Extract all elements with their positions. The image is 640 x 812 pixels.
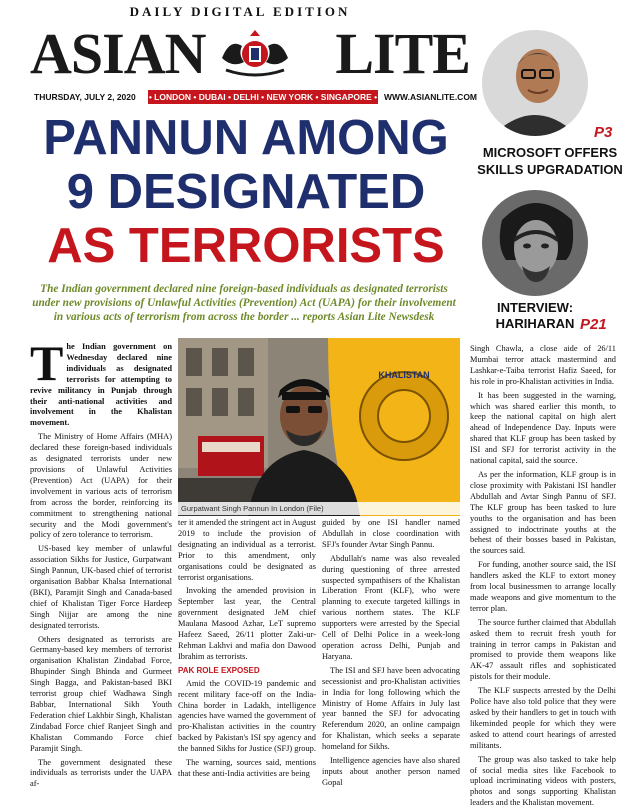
- article-column-4: [470, 344, 616, 812]
- article-paragraph: For funding, another source said, the ISI handlers asked the KLF to extort money from local businessmen to arrange locally made weapons and give momentum to the terror plan.: [470, 560, 616, 613]
- article-column-1: [30, 335, 172, 793]
- headline-line-3: AS TERRORISTS: [47, 219, 445, 273]
- cities-bar: • LONDON • DUBAI • DELHI • NEW YORK • SINGAPORE •: [148, 92, 378, 102]
- logo-text-left: ASIAN: [30, 21, 206, 86]
- masthead-logo: [30, 22, 470, 86]
- drop-cap: T: [30, 335, 64, 391]
- edition-label: DAILY DIGITAL EDITION: [129, 4, 351, 19]
- photo-caption: Gurpatwant Singh Pannun In London (File): [178, 502, 460, 515]
- article-paragraph: The source further claimed that Abdullah asked them to recruit fresh youth for training in terror camps in Pakistan and promised to provide them weapons like AK-47 assault rifles and sophisticated pistols for their module.: [470, 617, 616, 682]
- portrait-man-bw-icon: [482, 190, 588, 296]
- article-paragraph: The government designated these individuals as terrorists under the UAPA af-: [30, 757, 172, 789]
- article-paragraph: Others designated as terrorists are Germany-based key members of terrorist organisation Khalistan Zindabad Force, Bhupinder Singh Bhinda and Gurmeet Singh Bagga, and Pakistan-based BKI terrorist group chief Wadhawa Singh Babbar, International Sikh Youth Federation chief Lakhbir Singh, Khalistan Zindabad Force chief Ranjeet Singh and Khalistan Commando Force chief Paramjit Singh.: [30, 634, 172, 753]
- promo-photo-microsoft[interactable]: [482, 30, 588, 136]
- article-paragraph: Abdullah's name was also revealed during questioning of three arrested suspected sympathisers of the Khalistan Liberation Front (KLF), who were planning to execute targeted killings in various northern states. The KLF supporters were arrested by the Special Cell of Delhi Police in a week-long operation across Delhi, Punjab and Haryana.: [322, 553, 460, 661]
- article-deck: The Indian government declared nine foreign-based individuals as designated terrorists under new provisions of Unlawful Activities (Prevention) Act (UAPA) for their involvement in various acts of terrorism from across the border ... reports Asian Lite Newsdesk: [32, 283, 456, 323]
- portrait-man-glasses-icon: [482, 30, 588, 136]
- article-paragraph: ter it amended the stringent act in August 2019 to include the provision of designating an individual as a terrorist. Prior to this amendment, only organisations could be designated as terrorist organisations.: [178, 518, 316, 582]
- headline-line-1: PANNUN AMONG: [43, 111, 449, 165]
- date-line: THURSDAY, JULY 2, 2020: [34, 92, 136, 102]
- article-paragraph: The ISI and SFJ have been advocating secessionist and pro-Khalistan activities in India for long following which the Ministry of Home Affairs in July last year banned the SFJ for advocating Referendum 2020, an online campaign for Khalistan, which seeks a separate homeland for Sikhs.: [322, 665, 460, 752]
- article-paragraph: It has been suggested in the warning, which was shared earlier this month, to keep the national capital on high alert ahead of Independence Day. Inputs were shared that KLF group has been tasked by ISI and SFJ for terrorist activity in the national capital, said the source.: [470, 390, 616, 466]
- article-paragraph: The warning, sources said, mentions that these anti-India activities are being: [178, 758, 316, 778]
- article-paragraph: guided by one ISI handler named Abdullah in close coordination with SFJ's founder Avtar Singh Pannu.: [322, 518, 460, 549]
- promo-page-1[interactable]: P3: [594, 124, 613, 141]
- article-subhead: PAK ROLE EXPOSED: [178, 665, 260, 675]
- article-paragraph: As per the information, KLF group is in close proximity with Pakistani ISI handler Abdullah and Avtar Singh Pannu of SFJ. The KLF group has been tasked to lure youths to the organisation and has been assigned to indoctrinate youths at the behest of their bosses based in Pakistan, the sources said.: [470, 469, 616, 556]
- article-paragraph: The group was also tasked to take help of social media sites like Facebook to upload incriminating videos with posters, photos and songs supporting Khalistan leaders and the Khalistan movement.: [470, 754, 616, 808]
- logo-text-right: LITE: [335, 21, 470, 86]
- article-paragraph: The Ministry of Home Affairs (MHA) declared these foreign-based individuals as designated terrorists under new provisions of Unlawful Activities (Prevention) Act (UAPA) for their involvement in various acts of terrorism from across the border, reinforcing its commitment to strengthening national security and the Modi government's policy of zero tolerance to terrorism.: [30, 432, 172, 540]
- article-lead: he Indian government on Wednesday declared nine individuals as designated terrorists for attempting to revive militancy in Punjab through their anti-national activities and involvement in the Khalistan movement.: [30, 342, 172, 428]
- article-paragraph: Invoking the amended provision in September last year, the Central government designated JeM chief Maulana Masood Azhar, LeT supremo Hafeez Saeed, 26/11 plotter Zaki-ur-Rehman Lakhvi and mafia don Dawood Ibrahim as terrorists.: [178, 586, 316, 661]
- article-column-2: [178, 518, 316, 783]
- promo-page-2[interactable]: P21: [580, 316, 607, 333]
- website-link[interactable]: WWW.ASIANLITE.COM: [384, 92, 478, 102]
- promo-photo-hariharan[interactable]: [482, 190, 588, 296]
- protest-photo-icon: [178, 338, 460, 516]
- main-photo: [178, 338, 460, 516]
- article-column-3: [322, 518, 460, 792]
- headline-line-2: 9 DESIGNATED: [66, 165, 426, 219]
- article-paragraph: US-based key member of unlawful association Sikhs for Justice, Gurpatwant Singh Pannun, UK-based chief of terrorist organisation Babbar Khalsa International (BKI), Paramjit Singh and Canada-based chief of Khalistan Tiger Force Hardeep Singh Nijjar are among the nine designated terrorists.: [30, 544, 172, 630]
- flag-text: KHALISTAN: [378, 370, 430, 380]
- promo-title-1[interactable]: MICROSOFT OFFERS SKILLS UPGRADATION: [477, 145, 623, 177]
- lion-emblem-icon: [220, 28, 290, 80]
- article-paragraph: Singh Chawla, a close aide of 26/11 Mumbai terror attack mastermind and Lashkar-e-Taiba terrorist Hafiz Saeed, for his role in pro-Khalistan activities in India.: [470, 344, 616, 386]
- promo-title-2[interactable]: INTERVIEW: HARIHARAN: [495, 300, 575, 331]
- article-paragraph: Intelligence agencies have also shared inputs about another person named Gopal: [322, 756, 460, 787]
- article-paragraph: The KLF suspects arrested by the Delhi Police have also told police that they were asked by their handlers to get in touch with likeminded people for which they were asked to attend court hearings of arrested militants.: [470, 686, 616, 750]
- article-paragraph: Amid the COVID-19 pandemic and recent military face-off on the India-China border in Ladakh, intelligence agencies have warned the government of pro-Khalistan activities in the country backed by Pakistan's ISI spy agency and the banned Sikhs for Justice (SFJ) group.: [178, 678, 316, 754]
